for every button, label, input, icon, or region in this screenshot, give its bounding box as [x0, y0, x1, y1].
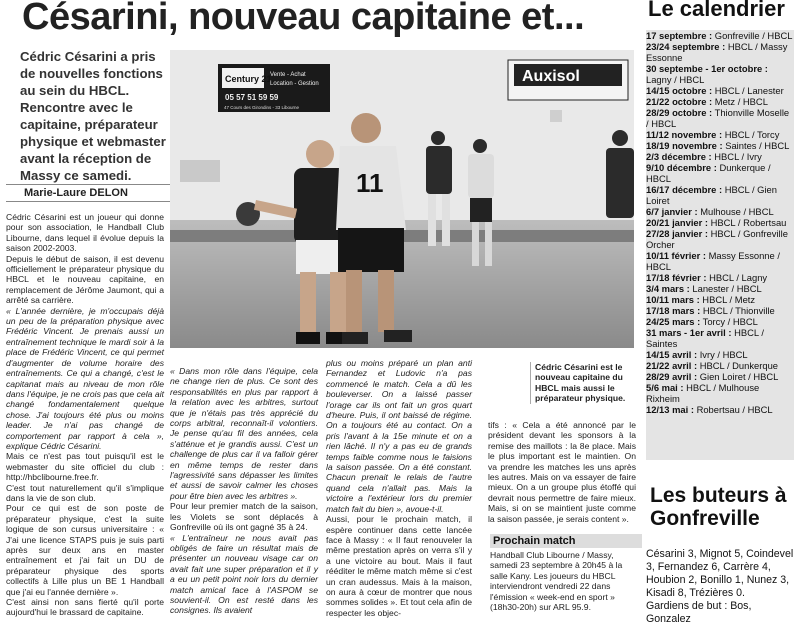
calendar-match: Lagny / HBCL — [646, 74, 705, 85]
calendar-item — [646, 129, 794, 140]
sign-address: 47 Cours des Girondins - 33 Libourne — [224, 105, 300, 110]
calendar-match: HBCL / Ivry — [714, 151, 762, 162]
calendar-match: Thionville Moselle / HBCL — [646, 107, 790, 129]
calendar-date: 23/24 septembre : — [646, 41, 726, 52]
calendar-match: Gonfreville / HBCL — [714, 30, 793, 41]
calendar-item — [646, 162, 794, 184]
calendar-item — [646, 107, 794, 129]
calendar-match: Torcy / HBCL — [702, 316, 758, 327]
headline: Césarini, nouveau capitaine et... — [22, 0, 585, 38]
sign-auxisol: Auxisol — [522, 68, 580, 85]
calendar-match: HBCL / Saintes — [646, 327, 764, 349]
calendar-date: 6/7 janvier : — [646, 206, 698, 217]
scorers-list: Césarini 3, Mignot 5, Coindevel 3, Fernandez 6, Carrère 4, Houbion 2, Bonillo 1, Nunez 3, Kisadi 8, Trézières 0. — [646, 548, 794, 599]
calendar-item — [646, 382, 794, 404]
calendar-item — [646, 206, 794, 217]
photo-caption: Cédric Césarini est le nouveau capitaine du HBCL mais aussi le préparateur physique. — [530, 362, 639, 404]
calendar-date: 21/22 octobre : — [646, 96, 713, 107]
calendar-date: 17/18 mars : — [646, 305, 701, 316]
calendar-item — [646, 228, 794, 250]
article-paragraph: plus ou moins préparé un plan anti Fernandez et Ludovic n'a pas commencé le match. Cela a dû les bouleverser. On a laissé passer l'orage car ils ont fait un gros quart d'heure. Puis, il ont baissé de régime. On a toujours été au contact. On a pris l'avant à la 15e minute et on a rien lâché. Il n'y a pas eu de grands temps faible comme nous le faisions la saison passée. On a été constant. Chacun prenait le relais de l'autre quand cela n'allait pas. Mais la victoire a l'extérieur lors du premier match fait du bien », avoue-t-il. — [326, 358, 472, 514]
calendar-item — [646, 184, 794, 206]
calendar-date: 2/3 décembre : — [646, 151, 712, 162]
article-paragraph: tifs : « Cela a été annoncé par le président devant les sponsors à la remise des maillots : la 8e place. Mais le plus important est le maintien. On va prendre les matches les uns après les autres. Mais on va essayer de faire mieux. On a un groupe plus étoffé qui devrait nous permettre de faire mieux. Mais, si on se maintient juste comme la saison passée, je serais content ». — [488, 420, 636, 524]
calendar-item — [646, 283, 794, 294]
calendar-match: Gien Loiret / HBCL — [699, 371, 779, 382]
calendar-date: 11/12 novembre : — [646, 129, 723, 140]
article-column-1 — [6, 212, 164, 618]
calendar-match: Mulhouse / HBCL — [700, 206, 774, 217]
article-paragraph: « L'entraîneur ne nous avait pas obligés de faire un résultat mais de présenter un nouveau visage car on avait fait une super préparation et il y a eu un petit point noir lors du dernier match amical face à l'ASPOM se souvient-il. On est resté dans les consignes. Ils avaient — [170, 532, 318, 616]
calendar-match: HBCL / Mulhouse Rixheim — [646, 382, 760, 404]
calendar-item — [646, 250, 794, 272]
calendar-item — [646, 294, 794, 305]
scorers-box — [646, 548, 796, 626]
article-paragraph: Aussi, pour le prochain match, il espère continuer dans cette lancée face à Massy : « Il faut renouveler la même prestation après on verra s'il y a une victoire au bout. Mais il faut rééditer le même match même si c'est un cran audessus. Mais à la maison, on aura à cœur de montrer que nous sommes solides ». Et tout cela afin de respecter les objec- — [326, 514, 472, 618]
sign-phone: 05 57 51 59 59 — [225, 93, 279, 102]
calendar-date: 28/29 avril : — [646, 371, 698, 382]
calendar-date: 30 septembe - 1er octobre : — [646, 63, 768, 74]
calendar-date: 18/19 novembre : — [646, 140, 723, 151]
calendar-date: 9/10 décembre : — [646, 162, 717, 173]
article-paragraph: Pour ce qui est de son poste de préparateur physique, c'est la suite logique de son cursus universitaire : « J'ai une licence STAPS puis je suis parti après sur deux ans en master entraînement et j'ai fait un DU de préparateur physique des sports collectifs à Lille plus un BE 1 Handball que j'ai eu l'année dernière ». — [6, 503, 164, 597]
calendar-date: 12/13 mai : — [646, 404, 694, 415]
calendar-date: 14/15 octobre : — [646, 85, 713, 96]
calendar-match: HBCL / Gonfreville Orcher — [646, 228, 788, 250]
calendar-item — [646, 217, 794, 228]
calendar-match: HBCL / Lagny — [709, 272, 768, 283]
calendar-item — [646, 151, 794, 162]
calendar-match: Lanester / HBCL — [692, 283, 762, 294]
sign-century21: Century 21 — [225, 74, 272, 84]
calendar-item — [646, 30, 794, 41]
calendar-date: 10/11 mars : — [646, 294, 700, 305]
calendar-date: 28/29 octobre : — [646, 107, 713, 118]
calendar-item — [646, 63, 794, 85]
calendar-item — [646, 371, 794, 382]
calendar-date: 17 septembre : — [646, 30, 713, 41]
calendar-item — [646, 140, 794, 151]
calendar-match: HBCL / Massy Essonne — [646, 41, 788, 63]
calendar-item — [646, 41, 794, 63]
calendar-item — [646, 96, 794, 107]
calendar-item — [646, 272, 794, 283]
author-byline: Marie-Laure DELON — [6, 184, 184, 202]
match-photo — [170, 50, 634, 348]
lead-paragraph: Cédric Césarini a pris de nouvelles fonctions au sein du HBCL. Rencontre avec le capitaine, préparateur physique et webmaster avant la réception de Massy ce samedi. — [20, 49, 166, 183]
calendar-list — [646, 30, 794, 460]
article-paragraph: Mais ce n'est pas tout puisqu'il est le webmaster du site officiel du club : http://hbclibourne.free.fr. — [6, 451, 164, 483]
calendar-match: Metz / HBCL — [714, 96, 768, 107]
calendar-match: Saintes / HBCL — [725, 140, 790, 151]
sign-line-2: Vente - Achat — [270, 72, 306, 78]
article-paragraph: C'est ainsi non sans fierté qu'il porte aujourd'hui le brassard de capitaine. — [6, 597, 164, 618]
next-match-title: Prochain match — [490, 534, 642, 548]
calendar-item — [646, 85, 794, 96]
article-paragraph: Depuis le début de saison, il est devenu officiellement le préparateur physique du HBCL et le nouveau capitaine, en remplacement de Jérôme Jaumont, qui a arrêté sa carrière. — [6, 253, 164, 306]
article-column-4 — [488, 420, 636, 524]
calendar-item — [646, 305, 794, 316]
calendar-date: 31 mars - 1er avril : — [646, 327, 732, 338]
scorers-title: Les buteurs à Gonfreville — [650, 484, 787, 530]
article-column-3 — [326, 358, 472, 618]
calendar-date: 3/4 mars : — [646, 283, 690, 294]
calendar-match: HBCL / Lanester — [714, 85, 784, 96]
calendar-date: 16/17 décembre : — [646, 184, 723, 195]
calendar-item — [646, 316, 794, 327]
calendar-match: Robertsau / HBCL — [696, 404, 773, 415]
calendar-date: 17/18 février : — [646, 272, 707, 283]
calendar-date: 20/21 janvier : — [646, 217, 709, 228]
calendar-item — [646, 327, 794, 349]
calendar-date: 21/22 avril : — [646, 360, 698, 371]
article-column-2 — [170, 366, 318, 616]
calendar-match: HBCL / Thionville — [702, 305, 775, 316]
calendar-date: 27/28 janvier : — [646, 228, 709, 239]
article-paragraph: Cédric Césarini est un joueur qui donne pour son association, le Handball Club Libourne, dans lequel il évolue depuis la saison 2002-2003. — [6, 212, 164, 254]
handball-photo-illustration — [170, 50, 634, 348]
calendar-match: Ivry / HBCL — [699, 349, 748, 360]
calendar-match: HBCL / Torcy — [724, 129, 780, 140]
sign-line-3: Location - Gestion — [270, 81, 319, 87]
article-paragraph: C'est tout naturellement qu'il s'implique dans la vie de son club. — [6, 482, 164, 503]
calendar-match: HBCL / Gien Loiret — [646, 184, 777, 206]
calendar-match: HBCL / Robertsau — [710, 217, 787, 228]
next-match-text: Handball Club Libourne / Massy, samedi 23 septembre à 20h45 à la salle Kany. Les joueurs du HBCL interviendront vendredi 22 dans l'émission « week-end en sport » (18h30-20h) sur ARL 95.9. — [490, 550, 623, 613]
jersey-number: 11 — [356, 168, 384, 198]
calendar-date: 14/15 avril : — [646, 349, 698, 360]
calendar-date: 10/11 février : — [646, 250, 706, 261]
goalkeepers: Gardiens de but : Bos, Gonzalez — [646, 600, 752, 625]
calendar-item — [646, 404, 794, 415]
calendar-match: Dunkerque / HBCL — [646, 162, 771, 184]
article-paragraph: Pour leur premier match de la saison, les Violets se sont déplacés à Gonfreville où ils ont gagné 35 à 24. — [170, 501, 318, 533]
calendar-match: HBCL / Metz — [702, 294, 756, 305]
article-paragraph: « Dans mon rôle dans l'équipe, cela ne change rien de plus. Ce sont des responsabilités en plus par rapport à la relation avec les arbitres, surtout que je n'étais pas très apprécié du corps arbitral, reconnaît-il volontiers. Je pense qu'au fil des années, cela s'atténue et je grandis aussi. C'est un challenge de plus car il va falloir gérer en même temps de rester dans l'agressivité sans dépasser les limites et aussi de savoir calmer les choses pour être bien avec les arbitres ». — [170, 366, 318, 501]
calendar-item — [646, 360, 794, 371]
calendar-match: Massy Essonne / HBCL — [646, 250, 780, 272]
calendar-date: 5/6 mai : — [646, 382, 684, 393]
article-paragraph: « L'année dernière, je m'occupais déjà un peu de la préparation physique avec Frédéric Vincent. Je prenais aussi un entraînement technique le mardi soir à la place de Frédéric Vincent, ce qui permet d'augmenter de volume horaire des entraînements. Ce qui a changé, c'est le capitanat mais au niveau de mon rôle dans l'équipe, je ne crois pas que cela ait changé fondamentalement quelque chose. J'ai toujours été plus ou moins leader. Je n'ai pas changé de comportement par rapport à cela », explique Cédric Césarini. — [6, 305, 164, 451]
calendar-date: 24/25 mars : — [646, 316, 701, 327]
calendar-title: Le calendrier — [648, 0, 785, 21]
calendar-item — [646, 349, 794, 360]
calendar-match: HBCL / Dunkerque — [699, 360, 779, 371]
